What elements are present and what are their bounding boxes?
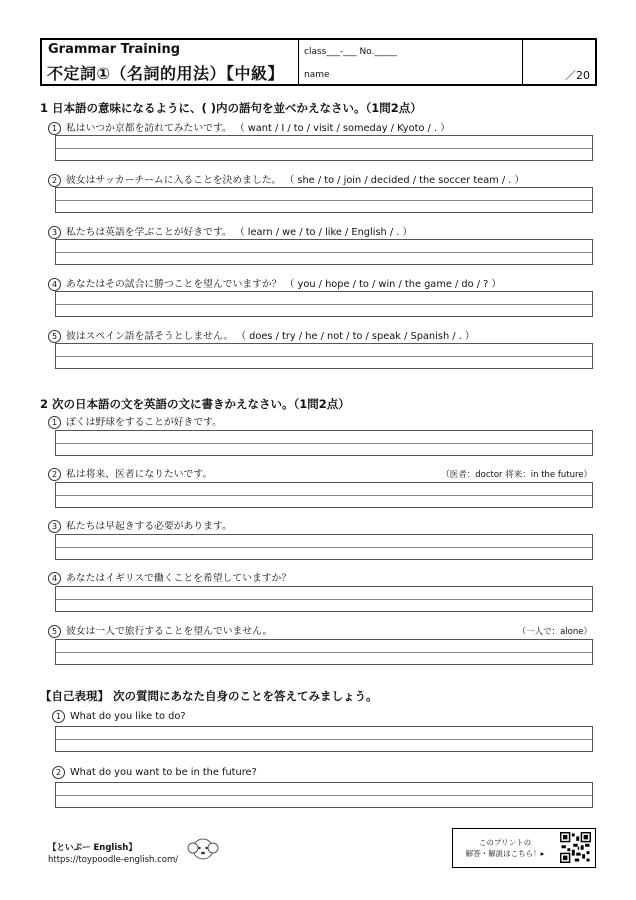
qr-caption xyxy=(459,837,551,859)
brand-name: 【といぷー English】 xyxy=(48,843,137,853)
question-text: 彼はスペイン語を話そうとしません。 （ does / try / he / not / to / speak / Spanish / . ） xyxy=(66,331,475,342)
s2-answer-box-4[interactable] xyxy=(55,586,593,612)
s3-question-1 xyxy=(52,710,186,723)
question-number: 3 xyxy=(48,520,61,533)
s2-answer-box-5[interactable] xyxy=(55,639,593,665)
class-number-field[interactable]: class___-___ No._____ xyxy=(304,47,397,57)
question-text: 私は将来、医者になりたいです。 xyxy=(66,469,213,480)
question-text: 私たちは英語を学ぶことが好きです。 （ learn / we / to / like / English / . ） xyxy=(66,227,413,238)
poodle-mascot-icon xyxy=(185,834,221,864)
s1-question-4 xyxy=(48,276,501,291)
score-total: ／20 xyxy=(565,69,590,82)
s1-question-5 xyxy=(48,328,475,343)
s3-answer-box-1[interactable] xyxy=(55,726,593,752)
student-info-cell xyxy=(298,40,523,84)
s2-question-5 xyxy=(48,623,272,638)
question-text: 私はいつか京都を訪れてみたいです。 （ want / I / to / visit / someday / Kyoto / . ） xyxy=(66,123,450,134)
s2-hint-5: （一人で：alone） xyxy=(517,627,592,637)
question-number: 4 xyxy=(48,278,61,291)
title-english: Grammar Training xyxy=(48,42,181,57)
s1-question-1 xyxy=(48,120,450,135)
question-text: あなたはイギリスで働くことを希望していますか？ xyxy=(66,573,292,584)
qr-code-icon[interactable] xyxy=(560,832,591,863)
question-number: 5 xyxy=(48,625,61,638)
question-text: あなたはその試合に勝つことを望んでいますか？ （ you / hope / to / win / the game / do / ? ） xyxy=(66,279,502,290)
s1-question-3 xyxy=(48,224,412,239)
question-number: 2 xyxy=(52,766,65,779)
score-cell xyxy=(523,40,595,84)
footer-brand-block xyxy=(48,842,178,866)
question-text: 彼女は一人で旅行することを望んでいません。 xyxy=(66,626,273,637)
title-japanese: 不定詞①（名詞的用法）【中級】 xyxy=(47,64,285,83)
s2-answer-box-3[interactable] xyxy=(55,534,593,560)
s2-answer-box-1[interactable] xyxy=(55,430,593,456)
section1-heading: 1 日本語の意味になるように、( )内の語句を並べかえなさい。（1問2点） xyxy=(40,101,422,115)
s2-answer-box-2[interactable] xyxy=(55,482,593,508)
question-text: 私たちは早起きする必要があります。 xyxy=(66,521,232,532)
name-field[interactable]: name xyxy=(304,70,330,80)
s1-answer-box-3[interactable] xyxy=(55,239,593,265)
qr-caption-line1: このプリントの xyxy=(478,838,532,847)
qr-caption-line2: 解答・解説はこちら！▸ xyxy=(465,849,545,858)
question-number: 1 xyxy=(48,416,61,429)
worksheet-header xyxy=(40,38,597,86)
question-number: 1 xyxy=(52,710,65,723)
s1-answer-box-5[interactable] xyxy=(55,343,593,369)
question-text: ぼくは野球をすることが好きです。 xyxy=(66,417,222,428)
s1-answer-box-4[interactable] xyxy=(55,291,593,317)
title-cell xyxy=(42,40,299,84)
s3-answer-box-2[interactable] xyxy=(55,782,593,808)
question-number: 5 xyxy=(48,330,61,343)
section2-heading: 2 次の日本語の文を英語の文に書きかえなさい。（1問2点） xyxy=(40,397,350,411)
s2-hint-2: （医者：doctor 将来：in the future） xyxy=(441,470,592,480)
s1-answer-box-2[interactable] xyxy=(55,187,593,213)
answer-qr-box[interactable] xyxy=(452,828,596,868)
question-number: 1 xyxy=(48,122,61,135)
s1-answer-box-1[interactable] xyxy=(55,135,593,161)
s3-question-2 xyxy=(52,766,257,779)
s2-question-4 xyxy=(48,570,291,585)
question-number: 4 xyxy=(48,572,61,585)
question-number: 2 xyxy=(48,468,61,481)
question-number: 2 xyxy=(48,174,61,187)
s2-question-3 xyxy=(48,518,232,533)
section3-heading: 【自己表現】 次の質問にあなた自身のことを答えてみましょう。 xyxy=(40,689,378,703)
question-text: What do you want to be in the future? xyxy=(70,767,257,778)
question-number: 3 xyxy=(48,226,61,239)
question-text: 彼女はサッカーチームに入ることを決めました。 （ she / to / join / decided / the soccer team / . ） xyxy=(66,175,525,186)
question-text: What do you like to do? xyxy=(70,711,186,722)
s1-question-2 xyxy=(48,172,524,187)
s2-question-1 xyxy=(48,414,222,429)
site-url-link[interactable]: https://toypoodle-english.com/ xyxy=(48,855,179,865)
s2-question-2 xyxy=(48,466,212,481)
